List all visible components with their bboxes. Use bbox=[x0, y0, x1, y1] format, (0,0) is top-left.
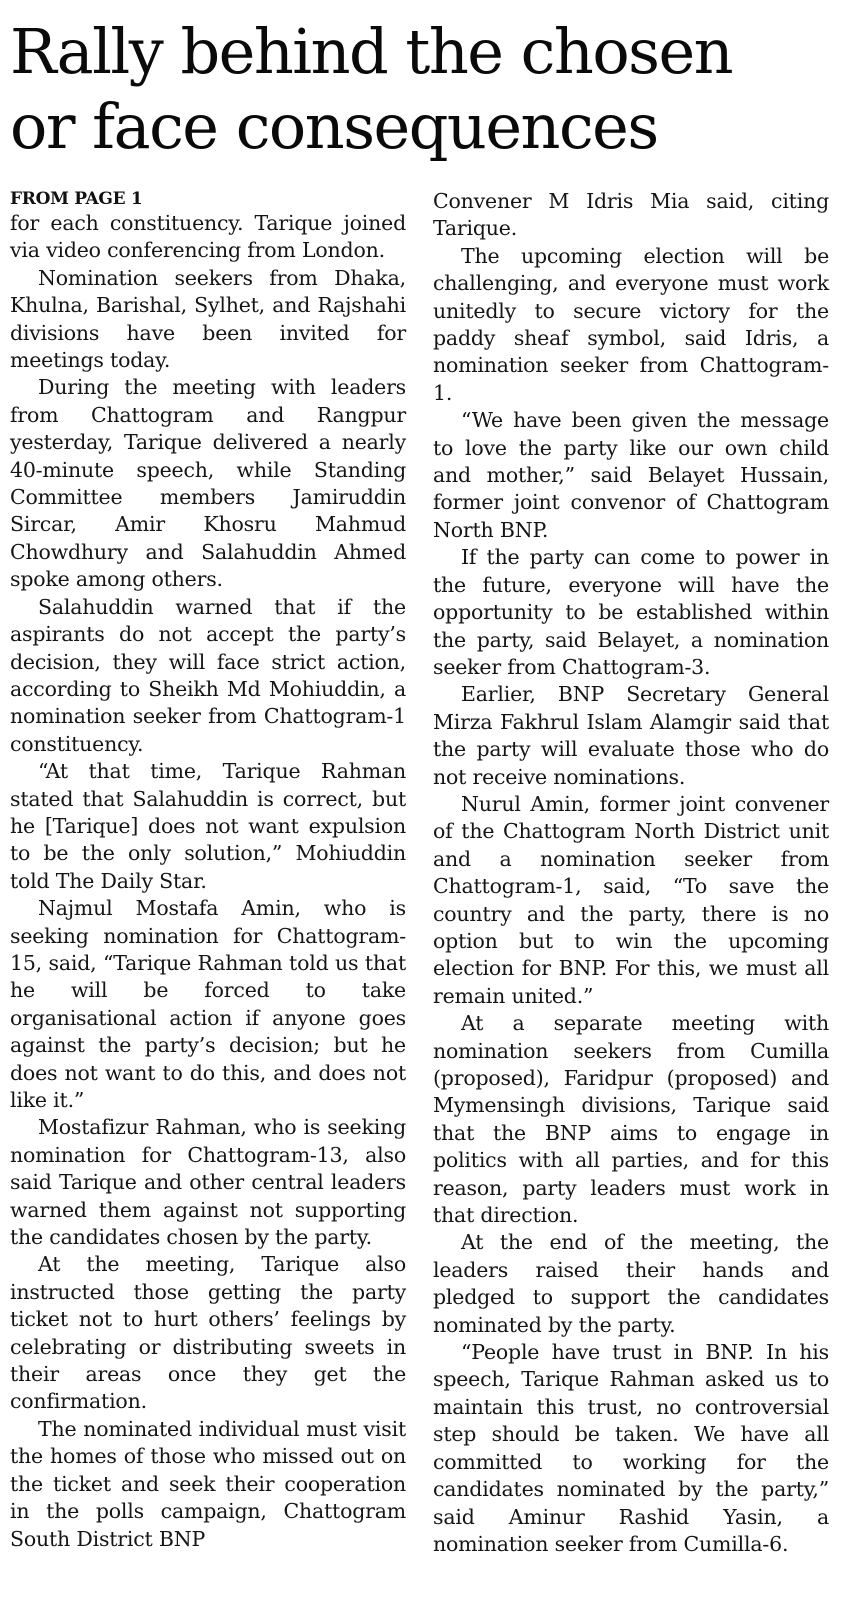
paragraph: “At that time, Tarique Rahman stated that Salahuddin is correct, but he [Tarique] does not want expulsion to be the only solution,” Mohiuddin told The Daily Star. bbox=[10, 759, 406, 893]
article-column-right bbox=[433, 188, 829, 1558]
headline bbox=[10, 14, 858, 164]
paragraph: for each constituency. Tarique joined via video conferencing from London. bbox=[10, 211, 406, 263]
paragraph: Salahuddin warned that if the aspirants do not accept the party’s decision, they will face strict action, according to Sheikh Md Mohiuddin, a nomination seeker from Chattogram-1 constituency. bbox=[10, 594, 406, 756]
paragraph: Earlier, BNP Secretary General Mirza Fakhrul Islam Alamgir said that the party will evaluate those who do not receive nominations. bbox=[433, 682, 829, 789]
paragraph: At a separate meeting with nomination seekers from Cumilla (proposed), Faridpur (proposed) and Mymensingh divisions, Tarique said that the BNP aims to engage in politics with all parties, and for this reason, party leaders must work in that direction. bbox=[433, 1011, 829, 1228]
headline-line-2: or face consequences bbox=[10, 90, 658, 163]
paragraph: “We have been given the message to love the party like our own child and mother,” said Belayet Hussain, former joint convenor of Chattogram North BNP. bbox=[433, 408, 829, 542]
paragraph: The upcoming election will be challenging, and everyone must work unitedly to secure victory for the paddy sheaf symbol, said Idris, a nomination seeker from Chattogram-1. bbox=[433, 243, 829, 405]
paragraph: The nominated individual must visit the homes of those who missed out on the ticket and seek their cooperation in the polls campaign, Chattogram South District BNP bbox=[10, 1416, 406, 1551]
paragraph: Najmul Mostafa Amin, who is seeking nomination for Chattogram-15, said, “Tarique Rahman told us that he will be forced to take organisational action if anyone goes against the party’s decision; but he does not want to do this, and does not like it.” bbox=[10, 896, 406, 1112]
kicker-from-page-1: FROM PAGE 1 bbox=[10, 189, 143, 209]
paragraph: Nomination seekers from Dhaka, Khulna, Barishal, Sylhet, and Rajshahi divisions have been invited for meetings today. bbox=[10, 265, 406, 373]
article-column-left bbox=[10, 188, 406, 1553]
paragraph: Nurul Amin, former joint convener of the Chattogram North District unit and a nomination seeker from Chattogram-1, said, “To save the country and the party, there is no option but to win the upcoming election for BNP. For this, we must all remain united.” bbox=[433, 791, 829, 1008]
paragraph: During the meeting with leaders from Chattogram and Rangpur yesterday, Tarique delivered a nearly 40-minute speech, while Standing Committee members Jamiruddin Sircar, Amir Khosru Mahmud Chowdhury and Salahuddin Ahmed spoke among others. bbox=[10, 375, 406, 592]
paragraph: Mostafizur Rahman, who is seeking nomination for Chattogram-13, also said Tarique and other central leaders warned them against not supporting the candidates chosen by the party. bbox=[10, 1115, 406, 1250]
paragraph: At the meeting, Tarique also instructed those getting the party ticket not to hurt others’ feelings by celebrating or distributing sweets in their areas once they get the confirmation. bbox=[10, 1252, 406, 1414]
paragraph: Convener M Idris Mia said, citing Tarique. bbox=[433, 189, 829, 241]
paragraph: If the party can come to power in the future, everyone will have the opportunity to be established within the party, said Belayet, a nomination seeker from Chattogram-3. bbox=[433, 545, 829, 679]
paragraph: “People have trust in BNP. In his speech, Tarique Rahman asked us to maintain this trust, no controversial step should be taken. We have all committed to working for the candidates nominated by the party,” said Aminur Rashid Yasin, a nomination seeker from Cumilla-6. bbox=[433, 1340, 829, 1556]
headline-line-1: Rally behind the chosen bbox=[10, 15, 733, 88]
paragraph: At the end of the meeting, the leaders raised their hands and pledged to support the candidates nominated by the party. bbox=[433, 1230, 829, 1337]
